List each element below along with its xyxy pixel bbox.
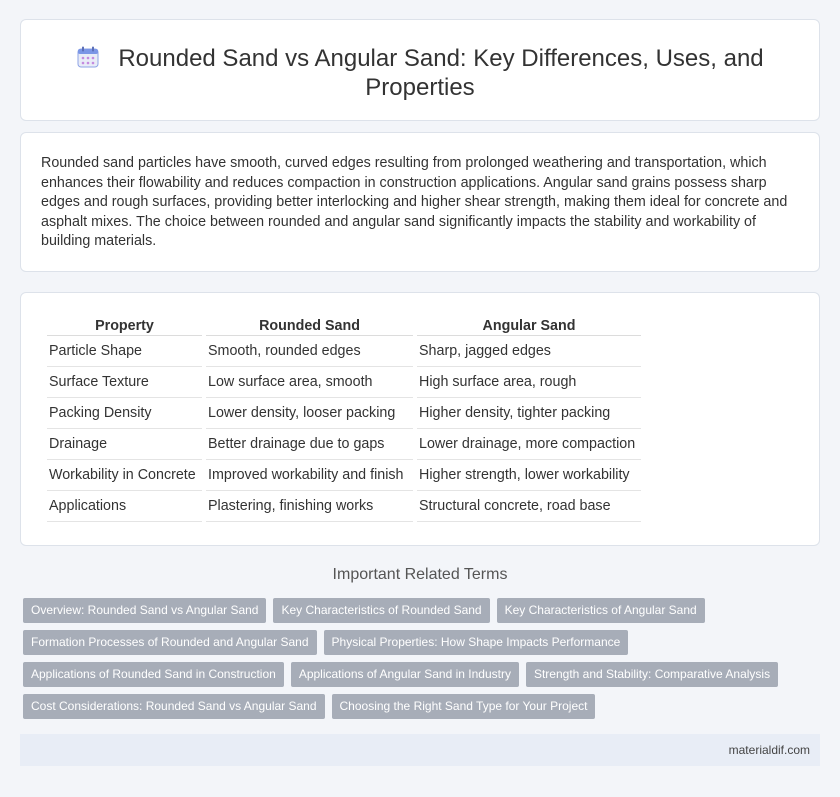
- table-cell: Workability in Concrete: [47, 460, 202, 491]
- footer: [20, 734, 820, 766]
- table-cell: Sharp, jagged edges: [417, 336, 641, 367]
- table-cell: Smooth, rounded edges: [206, 336, 413, 367]
- footer-site-link[interactable]: materialdif.com: [728, 743, 810, 757]
- table-row: [47, 367, 641, 398]
- related-term-tag[interactable]: Cost Considerations: Rounded Sand vs Angular Sand: [23, 694, 325, 719]
- related-term-tag[interactable]: Physical Properties: How Shape Impacts Performance: [324, 630, 629, 655]
- column-header: Property: [47, 316, 202, 336]
- table-cell: Packing Density: [47, 398, 202, 429]
- tag-row: [23, 598, 803, 630]
- comparison-table: [43, 316, 645, 522]
- table-cell: Lower drainage, more compaction: [417, 429, 641, 460]
- table-row: [47, 398, 641, 429]
- page-title-text: Rounded Sand vs Angular Sand: Key Differences, Uses, and Properties: [118, 45, 764, 101]
- table-cell: High surface area, rough: [417, 367, 641, 398]
- table-cell: Particle Shape: [47, 336, 202, 367]
- table-row: [47, 460, 641, 491]
- column-header: Angular Sand: [417, 316, 641, 336]
- table-cell: Better drainage due to gaps: [206, 429, 413, 460]
- table-cell: Lower density, looser packing: [206, 398, 413, 429]
- title-card: [20, 19, 820, 121]
- tag-row: [23, 694, 803, 726]
- related-term-tag[interactable]: Overview: Rounded Sand vs Angular Sand: [23, 598, 266, 623]
- summary-paragraph: Rounded sand particles have smooth, curved edges resulting from prolonged weathering and transportation, which enhances their flowability and reduces compaction in construction applications. Angular sand grains possess sharp edges and rough surfaces, providing better interlocking and higher shear strength, making them ideal for concrete and asphalt mixes. The choice between rounded and angular sand significantly impacts the stability and workability of building materials.: [41, 155, 788, 250]
- table-cell: Applications: [47, 491, 202, 522]
- table-cell: Plastering, finishing works: [206, 491, 413, 522]
- table-cell: Surface Texture: [47, 367, 202, 398]
- page-title: [21, 44, 819, 102]
- table-row: [47, 336, 641, 367]
- calendar-icon: [76, 45, 100, 69]
- related-term-tag[interactable]: Strength and Stability: Comparative Analysis: [526, 662, 778, 687]
- tag-row: [23, 630, 803, 662]
- related-term-tag[interactable]: Formation Processes of Rounded and Angular Sand: [23, 630, 317, 655]
- table-row: [47, 429, 641, 460]
- table-cell: Higher strength, lower workability: [417, 460, 641, 491]
- table-cell: Low surface area, smooth: [206, 367, 413, 398]
- table-cell: Higher density, tighter packing: [417, 398, 641, 429]
- related-term-tag[interactable]: Key Characteristics of Rounded Sand: [273, 598, 489, 623]
- related-term-tag[interactable]: Choosing the Right Sand Type for Your Project: [332, 694, 596, 719]
- table-header-row: [47, 316, 641, 336]
- summary-card: [20, 132, 820, 272]
- table-cell: Structural concrete, road base: [417, 491, 641, 522]
- related-term-tag[interactable]: Applications of Rounded Sand in Construction: [23, 662, 284, 687]
- column-header: Rounded Sand: [206, 316, 413, 336]
- related-terms-list: [23, 598, 803, 726]
- related-terms-heading: Important Related Terms: [332, 566, 508, 583]
- table-cell: Drainage: [47, 429, 202, 460]
- related-term-tag[interactable]: Applications of Angular Sand in Industry: [291, 662, 519, 687]
- comparison-table-card: [20, 292, 820, 546]
- tag-row: [23, 662, 803, 694]
- table-row: [47, 491, 641, 522]
- related-term-tag[interactable]: Key Characteristics of Angular Sand: [497, 598, 705, 623]
- table-cell: Improved workability and finish: [206, 460, 413, 491]
